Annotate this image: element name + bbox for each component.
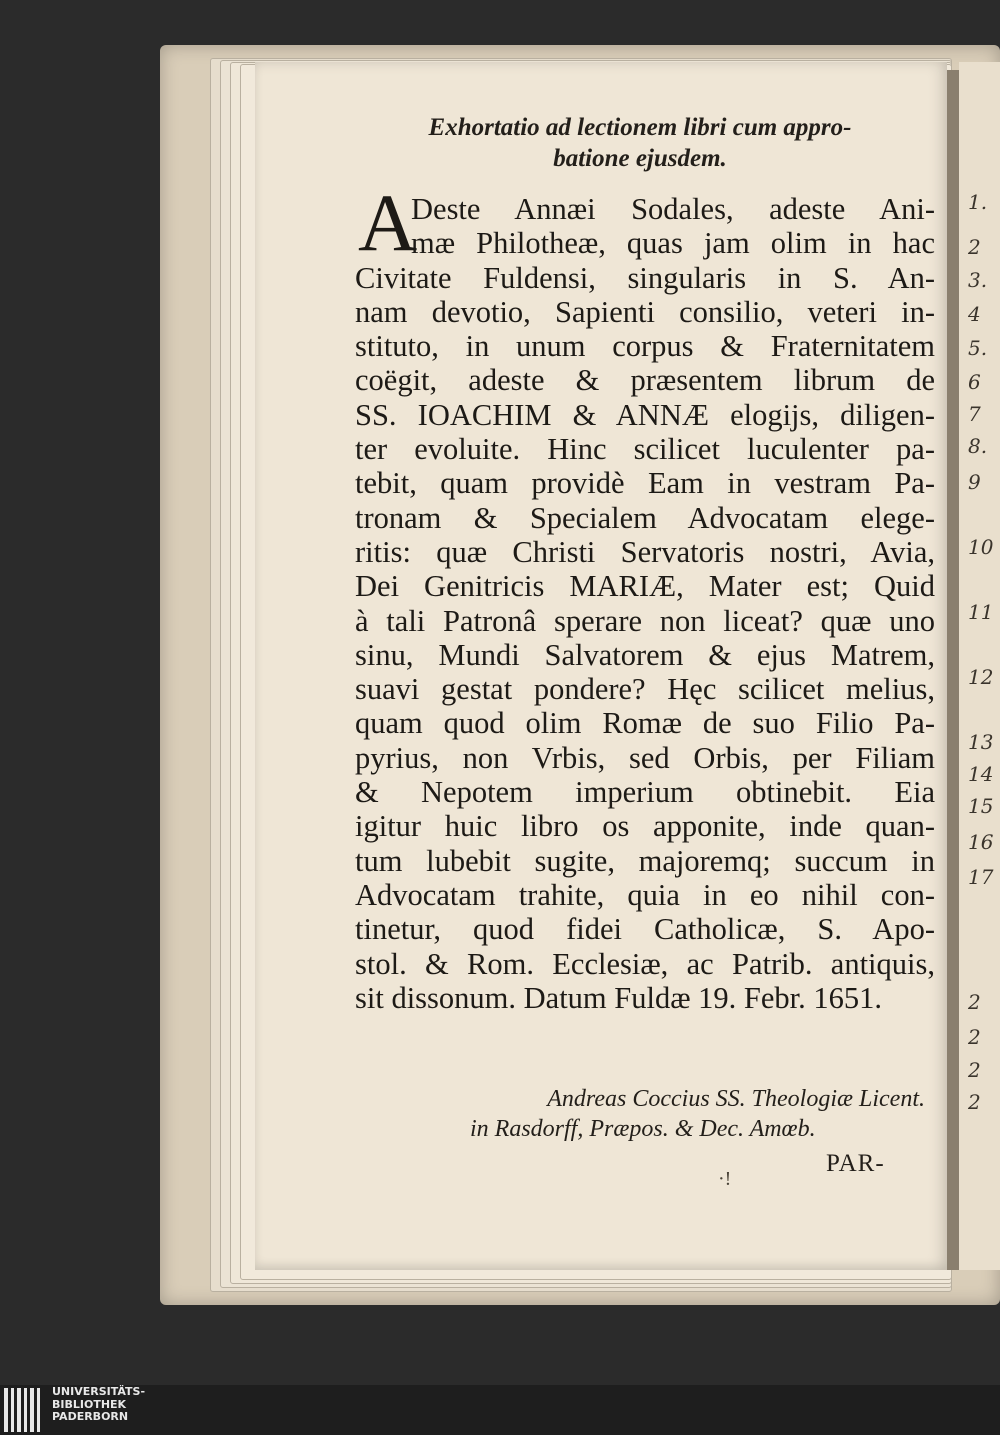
library-logo-icon <box>4 1388 42 1432</box>
signature-mark: ·! <box>718 1168 732 1190</box>
catchword: PAR- <box>826 1150 885 1177</box>
facing-page-numeral: 1. <box>968 190 988 214</box>
facing-page-numeral: 12 <box>968 665 994 689</box>
text-line: sinu, Mundi Salvatorem & ejus Matrem, <box>355 637 935 672</box>
text-line: mæ Philotheæ, quas jam olim in hac <box>411 226 935 261</box>
facing-page-numeral: 13 <box>968 730 994 754</box>
facing-page-numeral: 10 <box>968 535 994 559</box>
heading-line: batione ejusdem. <box>553 145 727 172</box>
facing-page-numeral: 3. <box>968 268 988 292</box>
text-line: coëgit, adeste & præsentem librum de <box>355 363 935 398</box>
drop-cap: A <box>358 177 418 268</box>
signature-block <box>430 1084 925 1144</box>
facing-page-numeral: 2 <box>968 235 981 259</box>
text-line: Civitate Fuldensi, singularis in S. An- <box>355 260 935 295</box>
text-line: pyrius, non Vrbis, sed Orbis, per Filiam <box>355 740 935 775</box>
text-line: tum lubebit sugite, majoremq; succum in <box>355 843 935 878</box>
facing-page-numeral: 2 <box>968 1025 981 1049</box>
facing-page-numeral: 9 <box>968 470 981 494</box>
facing-page-numeral: 14 <box>968 762 994 786</box>
text-line: stol. & Rom. Ecclesiæ, ac Patrib. antiquis, <box>355 946 935 981</box>
text-line: Advocatam trahite, quia in eo nihil con- <box>355 877 935 912</box>
facing-page-numeral: 6 <box>968 370 981 394</box>
library-logo-text <box>52 1386 145 1424</box>
book-gutter <box>947 70 959 1270</box>
facing-page-numeral: 11 <box>968 600 994 624</box>
text-line: suavi gestat pondere? Hęc scilicet melius, <box>355 672 935 707</box>
signature-name: Andreas Coccius SS. Theologiæ Licent. <box>547 1086 925 1112</box>
text-line: igitur huic libro os apponite, inde quan- <box>355 809 935 844</box>
text-line: & Nepotem imperium obtinebit. Eia <box>355 775 935 810</box>
text-line: ter evoluite. Hinc scilicet luculenter pa- <box>355 432 935 467</box>
heading-line: Exhortatio ad lectionem libri cum appro- <box>428 114 852 141</box>
text-line: nam devotio, Sapienti consilio, veteri in- <box>355 294 935 329</box>
body-text <box>355 192 935 1015</box>
text-line: Dei Genitricis MARIÆ, Mater est; Quid <box>355 569 935 604</box>
logo-line: BIBLIOTHEK <box>52 1397 127 1411</box>
facing-page-numeral: 2 <box>968 1090 981 1114</box>
facing-page-numeral: 4 <box>968 302 981 326</box>
text-line: tinetur, quod fidei Catholicæ, S. Apo- <box>355 912 935 947</box>
facing-page-numeral: 5. <box>968 336 988 360</box>
facing-page-numeral: 15 <box>968 794 994 818</box>
logo-line: PADERBORN <box>52 1410 129 1423</box>
facing-page-numeral: 7 <box>968 402 981 426</box>
text-line: SS. IOACHIM & ANNÆ elogijs, diligen- <box>355 397 935 432</box>
signature-title: in Rasdorff, Præpos. & Dec. Amœb. <box>470 1116 816 1142</box>
logo-line: UNIVERSITÄTS- <box>52 1385 146 1398</box>
text-line: ritis: quæ Christi Servatoris nostri, Avia, <box>355 534 935 569</box>
facing-page-numeral: 2 <box>968 990 981 1014</box>
facing-page-numeral: 2 <box>968 1058 981 1082</box>
facing-page-numeral: 16 <box>968 830 994 854</box>
text-line: tebit, quam providè Eam in vestram Pa- <box>355 466 935 501</box>
facing-page-numeral: 8. <box>968 434 988 458</box>
text-line: à tali Patronâ sperare non liceat? quæ uno <box>355 603 935 638</box>
text-line: stituto, in unum corpus & Fraternitatem <box>355 329 935 364</box>
facing-page-numeral: 17 <box>968 865 994 889</box>
text-line: sit dissonum. Datum Fuldæ 19. Febr. 1651. <box>355 980 883 1015</box>
page-heading <box>360 112 920 174</box>
text-line: Deste Annæi Sodales, adeste Ani- <box>411 192 935 226</box>
footer-bar <box>0 1385 1000 1435</box>
text-line: tronam & Specialem Advocatam elege- <box>355 500 935 535</box>
text-line: quam quod olim Romæ de suo Filio Pa- <box>355 706 935 741</box>
